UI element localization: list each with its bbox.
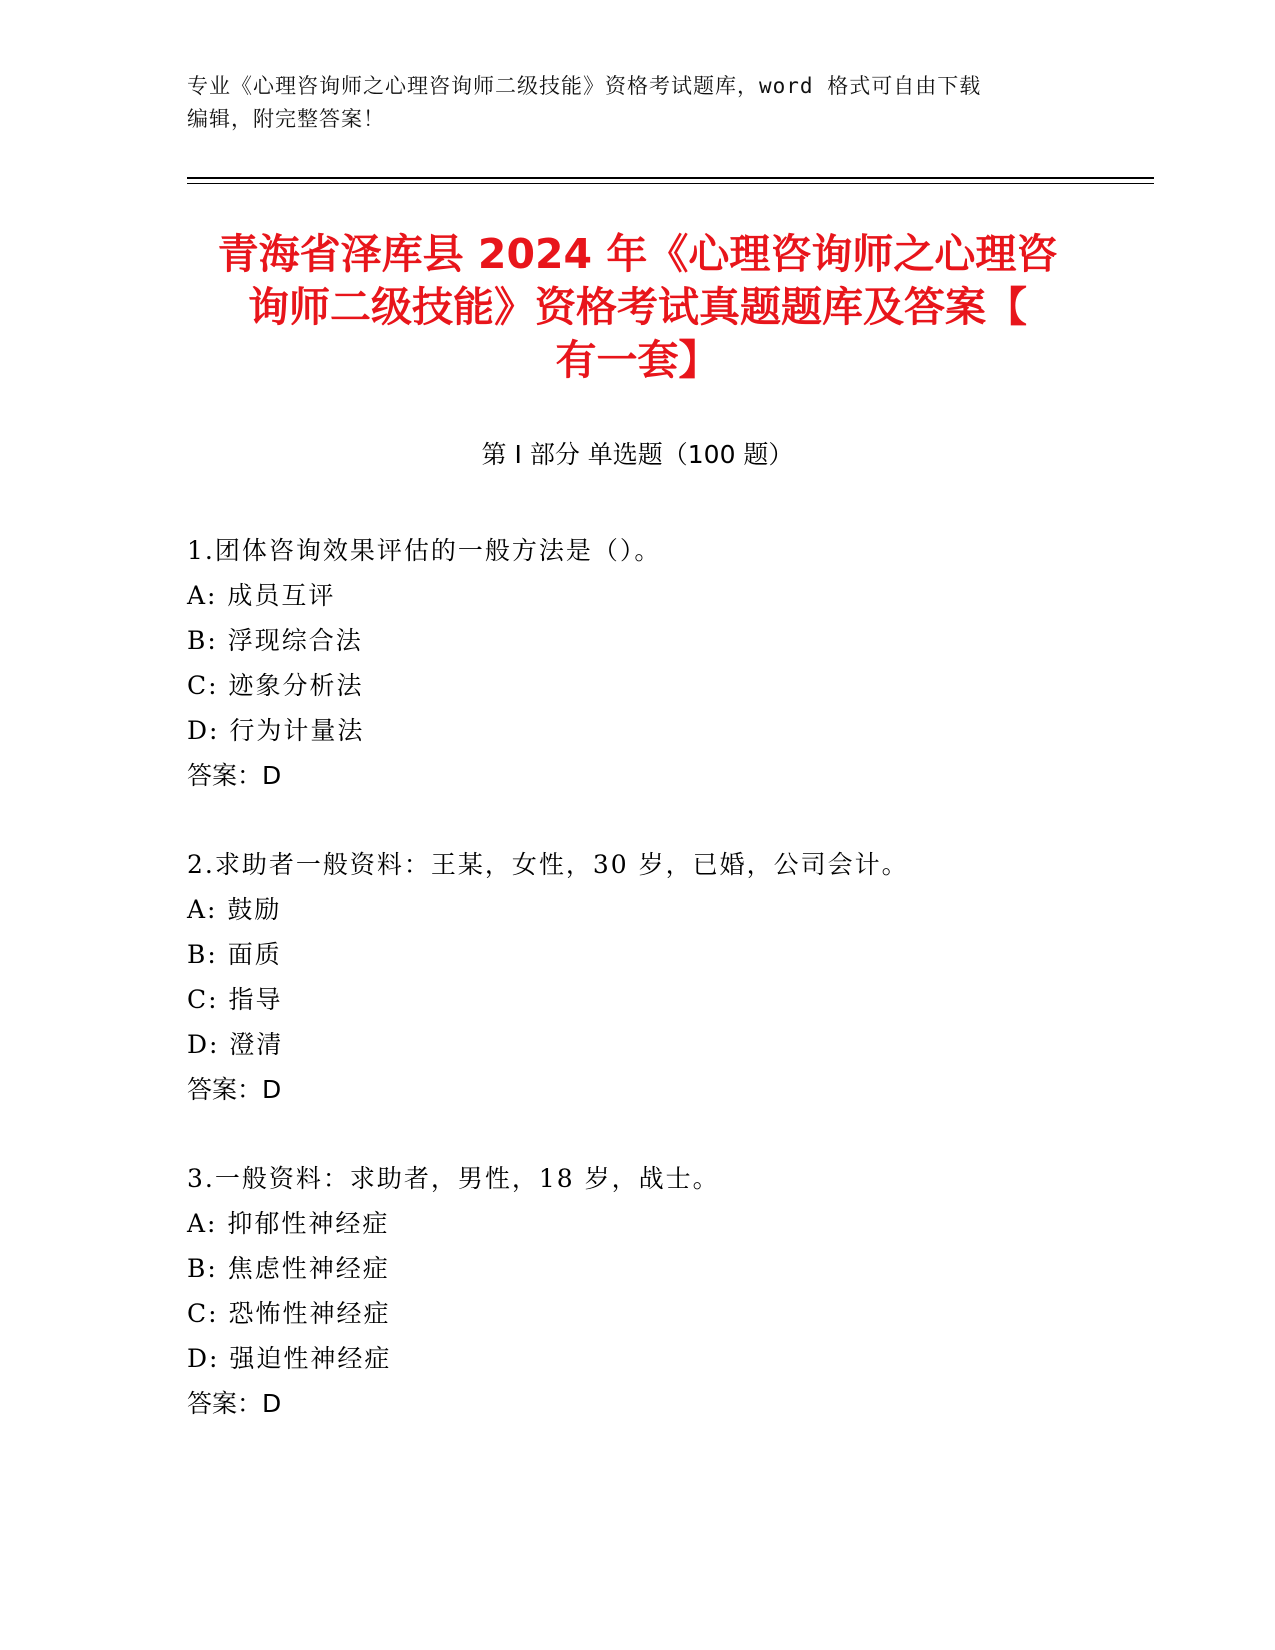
answer-line: 答案：D [187,1075,282,1104]
option-c: C: 迹象分析法 [187,671,364,700]
question-2 [187,842,1137,1112]
header-note-line-1: 专业《心理咨询师之心理咨询师二级技能》资格考试题库，word 格式可自由下载 [187,74,982,98]
answer-line: 答案：D [187,761,282,790]
option-d: D: 强迫性神经症 [187,1344,392,1373]
header-note [187,70,1087,136]
title-line-3: 有一套】 [555,336,720,384]
option-b: B: 面质 [187,940,282,969]
option-a: A: 成员互评 [187,581,336,610]
question-stem: 1.团体咨询效果评估的一般方法是（）。 [187,536,662,565]
option-b: B: 焦虑性神经症 [187,1254,390,1283]
header-divider-thick [187,177,1154,179]
option-d: D: 行为计量法 [187,716,365,745]
option-c: C: 指导 [187,985,283,1014]
question-stem: 3.一般资料：求助者，男性，18 岁，战士。 [187,1164,720,1193]
question-stem: 2.求助者一般资料：王某，女性，30 岁，已婚，公司会计。 [187,850,909,879]
option-d: D: 澄清 [187,1030,284,1059]
question-3 [187,1156,1137,1426]
section-title: 第 I 部分 单选题（100 题） [481,440,794,469]
option-c: C: 恐怖性神经症 [187,1299,391,1328]
header-note-line-2: 编辑，附完整答案！ [187,107,385,131]
answer-line: 答案：D [187,1389,282,1418]
question-1 [187,528,1137,798]
title-line-1: 青海省泽库县 2024 年《心理咨询师之心理咨 [217,230,1058,278]
option-a: A: 鼓励 [187,895,282,924]
question-list [187,528,1137,1470]
title-line-2: 询师二级技能》资格考试真题题库及答案【 [248,283,1027,331]
document-title [170,228,1105,387]
option-b: B: 浮现综合法 [187,626,363,655]
header-divider-thin [187,183,1154,184]
option-a: A: 抑郁性神经症 [187,1209,390,1238]
